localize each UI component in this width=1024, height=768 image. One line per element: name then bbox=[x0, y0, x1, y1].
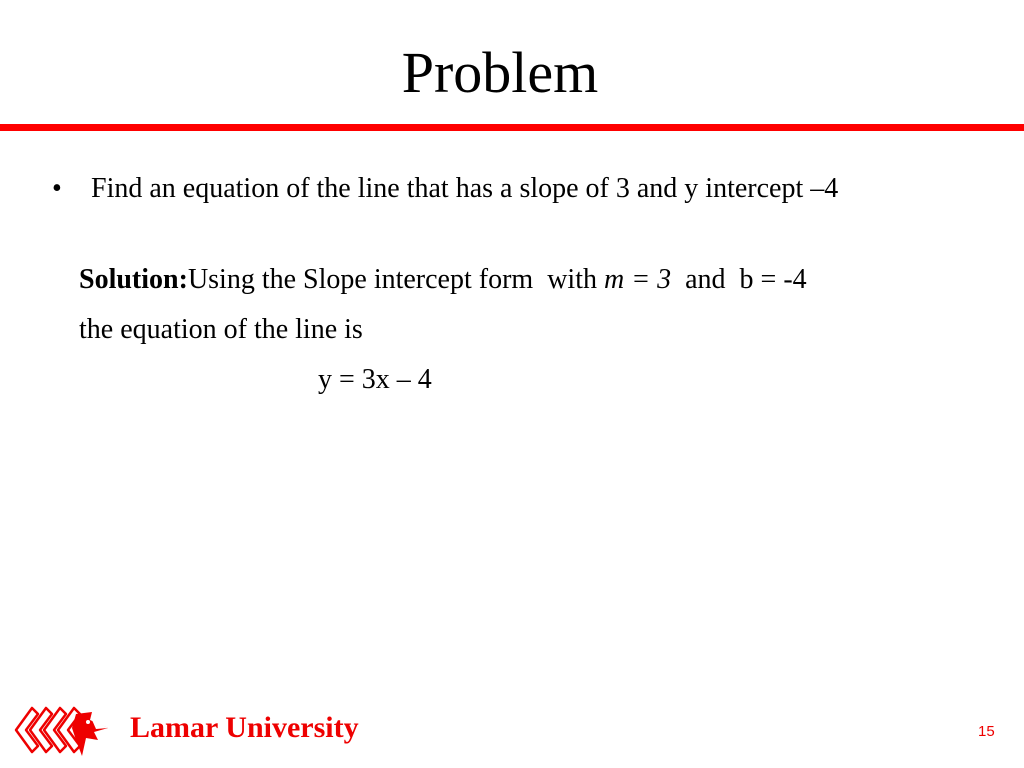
final-equation: y = 3x – 4 bbox=[318, 364, 432, 395]
title-divider bbox=[0, 124, 1024, 131]
solution-line bbox=[79, 260, 807, 300]
slope-value: m = 3 bbox=[603, 264, 672, 295]
solution-line-2: the equation of the line is bbox=[79, 314, 363, 345]
page-number: 15 bbox=[978, 723, 995, 740]
university-name: Lamar University bbox=[130, 711, 359, 744]
intercept-value: and b = -4 bbox=[671, 264, 807, 295]
cardinal-logo-icon bbox=[12, 698, 112, 762]
bullet-item bbox=[52, 170, 982, 208]
bullet-icon: • bbox=[52, 173, 62, 204]
slide-title: Problem bbox=[401, 40, 599, 105]
problem-statement: Find an equation of the line that has a slope of 3 and y intercept –4 bbox=[91, 173, 839, 204]
solution-intro: Using the Slope intercept form with bbox=[187, 264, 604, 295]
solution-label: Solution: bbox=[79, 264, 188, 295]
